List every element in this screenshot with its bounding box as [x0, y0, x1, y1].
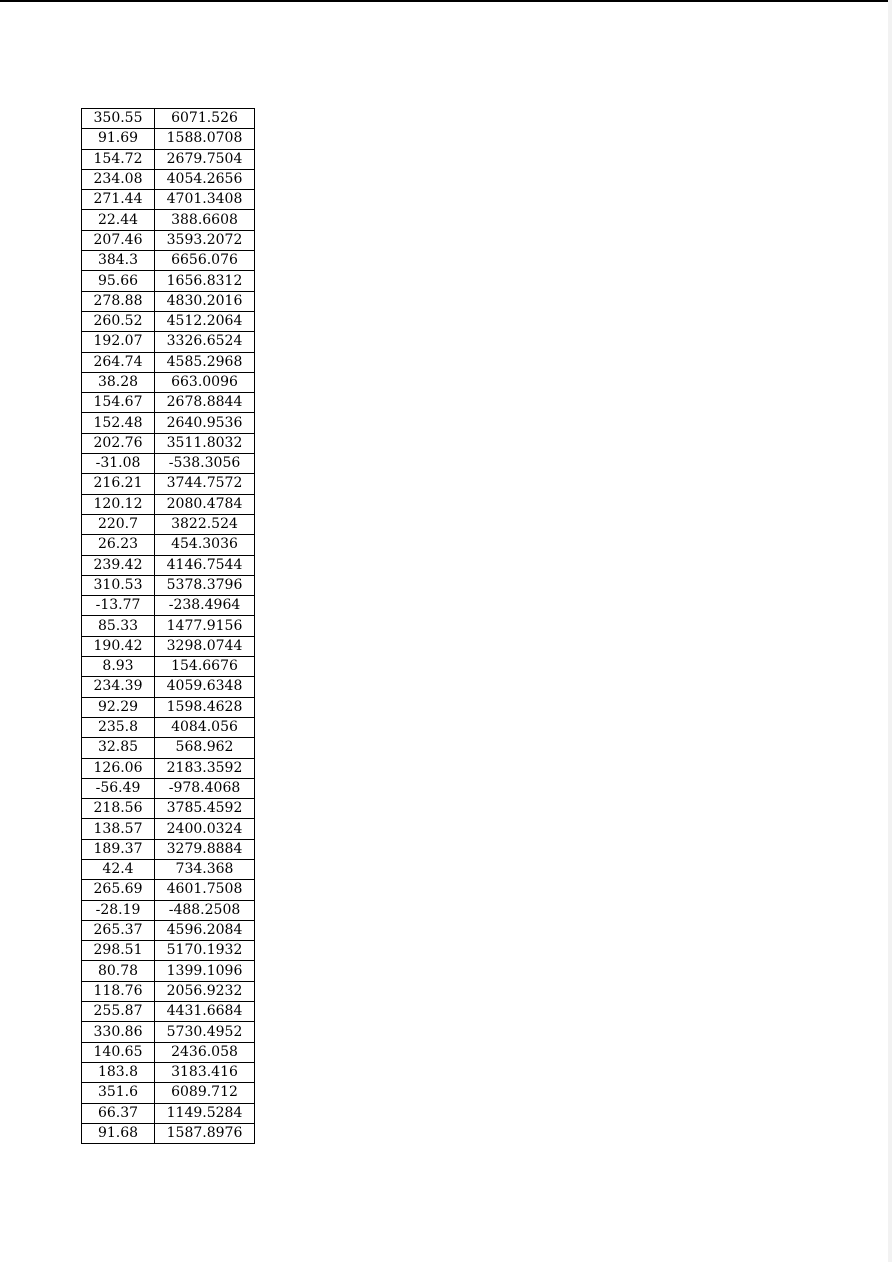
cell-value-a: 120.12: [82, 494, 155, 514]
table-row: [82, 251, 255, 271]
cell-value-a: 235.8: [82, 717, 155, 737]
cell-value-b: 4146.7544: [155, 555, 255, 575]
cell-value-b: -538.3056: [155, 454, 255, 474]
cell-value-a: -28.19: [82, 900, 155, 920]
cell-value-a: 152.48: [82, 413, 155, 433]
table-body: [82, 109, 255, 1144]
cell-value-b: 1598.4628: [155, 697, 255, 717]
cell-value-b: 4830.2016: [155, 291, 255, 311]
cell-value-a: 234.08: [82, 169, 155, 189]
cell-value-b: 4585.2968: [155, 352, 255, 372]
cell-value-b: 3183.416: [155, 1062, 255, 1082]
cell-value-a: 85.33: [82, 616, 155, 636]
table-row: [82, 474, 255, 494]
table-row: [82, 230, 255, 250]
cell-value-a: 42.4: [82, 859, 155, 879]
cell-value-a: 234.39: [82, 677, 155, 697]
cell-value-b: 3593.2072: [155, 230, 255, 250]
cell-value-b: 1656.8312: [155, 271, 255, 291]
cell-value-a: 330.86: [82, 1022, 155, 1042]
cell-value-b: -978.4068: [155, 778, 255, 798]
page-edge: [888, 0, 892, 1262]
cell-value-a: -31.08: [82, 454, 155, 474]
table-row: [82, 778, 255, 798]
cell-value-a: 118.76: [82, 981, 155, 1001]
table-row: [82, 717, 255, 737]
top-rule: [0, 0, 892, 2]
cell-value-a: 271.44: [82, 190, 155, 210]
cell-value-b: 1477.9156: [155, 616, 255, 636]
cell-value-b: 1587.8976: [155, 1123, 255, 1143]
cell-value-a: 190.42: [82, 636, 155, 656]
cell-value-b: 4512.2064: [155, 311, 255, 331]
table-row: [82, 555, 255, 575]
cell-value-a: 8.93: [82, 657, 155, 677]
cell-value-b: 3326.6524: [155, 332, 255, 352]
table-row: [82, 494, 255, 514]
table-row: [82, 758, 255, 778]
cell-value-b: 2080.4784: [155, 494, 255, 514]
table-row: [82, 169, 255, 189]
cell-value-a: 216.21: [82, 474, 155, 494]
cell-value-b: 2400.0324: [155, 819, 255, 839]
cell-value-b: 734.368: [155, 859, 255, 879]
table-row: [82, 657, 255, 677]
cell-value-b: 3511.8032: [155, 433, 255, 453]
cell-value-a: 264.74: [82, 352, 155, 372]
table-row: [82, 109, 255, 129]
cell-value-b: 5730.4952: [155, 1022, 255, 1042]
table-row: [82, 819, 255, 839]
table-row: [82, 1002, 255, 1022]
table-row: [82, 372, 255, 392]
cell-value-a: 260.52: [82, 311, 155, 331]
cell-value-b: 5170.1932: [155, 941, 255, 961]
table-row: [82, 575, 255, 595]
cell-value-a: 207.46: [82, 230, 155, 250]
cell-value-b: 454.3036: [155, 535, 255, 555]
cell-value-b: 3298.0744: [155, 636, 255, 656]
cell-value-a: 38.28: [82, 372, 155, 392]
cell-value-b: 3744.7572: [155, 474, 255, 494]
cell-value-a: 22.44: [82, 210, 155, 230]
table-row: [82, 677, 255, 697]
cell-value-a: 140.65: [82, 1042, 155, 1062]
cell-value-a: -56.49: [82, 778, 155, 798]
cell-value-a: 126.06: [82, 758, 155, 778]
cell-value-a: 255.87: [82, 1002, 155, 1022]
table-row: [82, 393, 255, 413]
table-row: [82, 433, 255, 453]
cell-value-a: 265.69: [82, 880, 155, 900]
cell-value-a: 298.51: [82, 941, 155, 961]
table-row: [82, 352, 255, 372]
table-row: [82, 961, 255, 981]
cell-value-b: 4601.7508: [155, 880, 255, 900]
table-row: [82, 799, 255, 819]
table-row: [82, 454, 255, 474]
cell-value-a: -13.77: [82, 596, 155, 616]
cell-value-a: 278.88: [82, 291, 155, 311]
cell-value-b: 3279.8884: [155, 839, 255, 859]
table-row: [82, 697, 255, 717]
table-row: [82, 1042, 255, 1062]
table-row: [82, 129, 255, 149]
table-row: [82, 738, 255, 758]
table-row: [82, 210, 255, 230]
cell-value-b: 1149.5284: [155, 1103, 255, 1123]
cell-value-a: 265.37: [82, 920, 155, 940]
table-row: [82, 880, 255, 900]
cell-value-a: 91.68: [82, 1123, 155, 1143]
table-row: [82, 190, 255, 210]
cell-value-a: 95.66: [82, 271, 155, 291]
table-row: [82, 514, 255, 534]
table-row: [82, 1103, 255, 1123]
table-row: [82, 1062, 255, 1082]
cell-value-a: 66.37: [82, 1103, 155, 1123]
cell-value-b: 3785.4592: [155, 799, 255, 819]
cell-value-b: 6071.526: [155, 109, 255, 129]
cell-value-b: 4084.056: [155, 717, 255, 737]
cell-value-a: 192.07: [82, 332, 155, 352]
cell-value-a: 220.7: [82, 514, 155, 534]
cell-value-a: 350.55: [82, 109, 155, 129]
cell-value-b: 663.0096: [155, 372, 255, 392]
table-row: [82, 900, 255, 920]
cell-value-a: 154.72: [82, 149, 155, 169]
cell-value-a: 189.37: [82, 839, 155, 859]
data-table: [81, 108, 255, 1144]
cell-value-b: 4596.2084: [155, 920, 255, 940]
cell-value-b: 2679.7504: [155, 149, 255, 169]
table-row: [82, 859, 255, 879]
table-row: [82, 1123, 255, 1143]
cell-value-b: 2183.3592: [155, 758, 255, 778]
table-row: [82, 413, 255, 433]
cell-value-a: 91.69: [82, 129, 155, 149]
table-row: [82, 535, 255, 555]
table-row: [82, 332, 255, 352]
cell-value-b: -488.2508: [155, 900, 255, 920]
table-row: [82, 1022, 255, 1042]
cell-value-b: 4701.3408: [155, 190, 255, 210]
table-row: [82, 596, 255, 616]
cell-value-b: 388.6608: [155, 210, 255, 230]
table-row: [82, 981, 255, 1001]
cell-value-a: 218.56: [82, 799, 155, 819]
table-row: [82, 920, 255, 940]
cell-value-b: 1399.1096: [155, 961, 255, 981]
cell-value-b: 4059.6348: [155, 677, 255, 697]
cell-value-a: 183.8: [82, 1062, 155, 1082]
cell-value-a: 239.42: [82, 555, 155, 575]
cell-value-b: 2056.9232: [155, 981, 255, 1001]
cell-value-b: -238.4964: [155, 596, 255, 616]
table-row: [82, 839, 255, 859]
cell-value-b: 568.962: [155, 738, 255, 758]
cell-value-b: 6089.712: [155, 1083, 255, 1103]
cell-value-a: 92.29: [82, 697, 155, 717]
table-row: [82, 1083, 255, 1103]
cell-value-b: 6656.076: [155, 251, 255, 271]
table-row: [82, 616, 255, 636]
cell-value-b: 4431.6684: [155, 1002, 255, 1022]
table-row: [82, 941, 255, 961]
table-row: [82, 636, 255, 656]
cell-value-b: 2640.9536: [155, 413, 255, 433]
cell-value-a: 384.3: [82, 251, 155, 271]
cell-value-b: 2678.8844: [155, 393, 255, 413]
cell-value-b: 154.6676: [155, 657, 255, 677]
cell-value-a: 32.85: [82, 738, 155, 758]
cell-value-a: 310.53: [82, 575, 155, 595]
cell-value-b: 1588.0708: [155, 129, 255, 149]
cell-value-a: 202.76: [82, 433, 155, 453]
cell-value-b: 2436.058: [155, 1042, 255, 1062]
cell-value-a: 154.67: [82, 393, 155, 413]
cell-value-b: 3822.524: [155, 514, 255, 534]
table-row: [82, 291, 255, 311]
table-row: [82, 271, 255, 291]
cell-value-a: 351.6: [82, 1083, 155, 1103]
cell-value-a: 138.57: [82, 819, 155, 839]
cell-value-b: 4054.2656: [155, 169, 255, 189]
cell-value-b: 5378.3796: [155, 575, 255, 595]
table-row: [82, 311, 255, 331]
cell-value-a: 26.23: [82, 535, 155, 555]
cell-value-a: 80.78: [82, 961, 155, 981]
table-row: [82, 149, 255, 169]
